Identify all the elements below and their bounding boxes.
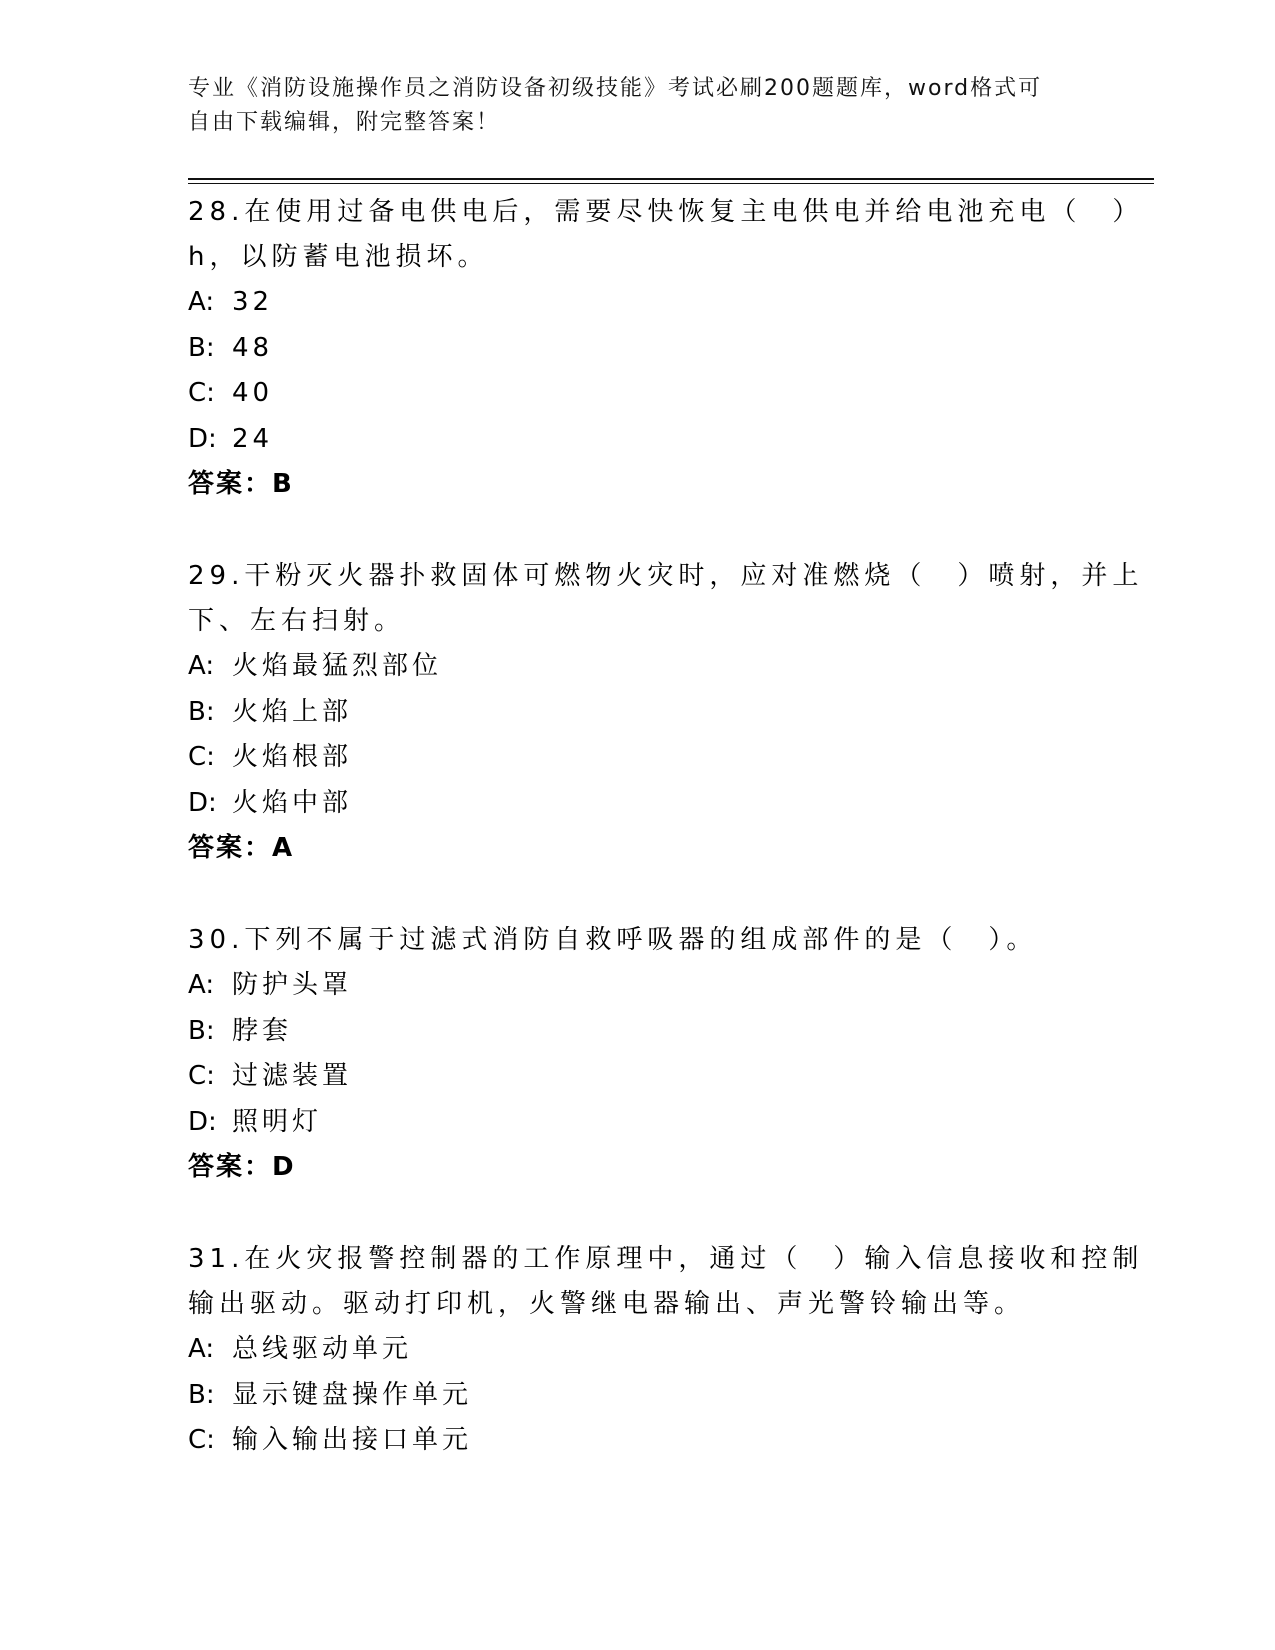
option-text: 过滤装置 [232,1061,353,1091]
header-divider-thick [188,178,1154,180]
answer-option [188,1009,1088,1055]
option-text: 总线驱动单元 [232,1334,413,1364]
option-letter: B: [188,1015,215,1046]
question-block [188,554,1144,870]
question-text: 输出驱动。驱动打印机，火警继电器输出、声光警铃输出等。 [188,1289,1026,1319]
answer-option [188,735,1088,781]
question-block [188,1237,1144,1464]
answer-option [188,963,1088,1009]
header-divider-thin [188,183,1154,184]
option-letter: B: [188,696,215,727]
option-letter: C: [188,378,215,408]
question-text: 28.在使用过备电供电后，需要尽快恢复主电供电并给电池充电（ ） [188,197,1144,227]
document-header [188,72,1088,140]
question-list [188,190,1144,1464]
option-letter: D: [188,1106,217,1137]
option-text: 防护头罩 [232,970,353,1000]
option-letter: C: [188,742,215,772]
answer-option [188,644,1088,690]
option-letter: A: [188,970,215,1000]
answer-option [188,417,1088,463]
question-text: 下、左右扫射。 [188,606,406,636]
option-text: 输入输出接口单元 [232,1425,473,1455]
answer-option [188,1418,1088,1464]
option-text: 显示键盘操作单元 [232,1379,473,1410]
option-text: 照明灯 [232,1106,323,1137]
option-text: 48 [232,332,274,363]
answer-option [188,371,1088,417]
option-text: 火焰根部 [232,742,353,772]
option-letter: B: [188,332,215,363]
option-text: 火焰最猛烈部位 [232,651,443,681]
option-letter: A: [188,1334,215,1364]
option-text: 火焰上部 [232,696,353,727]
answer-option [188,1054,1088,1100]
option-text: 40 [232,378,274,408]
answer-option [188,1373,1088,1419]
option-text: 火焰中部 [232,787,353,818]
question-text: 30.下列不属于过滤式消防自救呼吸器的组成部件的是（ ）。 [188,925,1038,955]
answer-option [188,1100,1088,1146]
question-block [188,918,1088,1189]
answer-option [188,280,1088,326]
option-letter: B: [188,1379,215,1410]
answer-option [188,690,1088,736]
question-text: h，以防蓄电池损坏。 [188,242,489,272]
answer-option [188,781,1088,827]
correct-answer: 答案：D [188,1152,296,1182]
option-text: 脖套 [232,1015,293,1046]
option-letter: C: [188,1061,215,1091]
question-text: 29.干粉灭火器扑救固体可燃物火灾时，应对准燃烧（ ）喷射，并上 [188,561,1144,591]
option-letter: D: [188,787,217,818]
header-line-1: 专业《消防设施操作员之消防设备初级技能》考试必刷200题题库，word格式可 [188,76,1043,101]
option-text: 32 [232,287,274,317]
option-letter: D: [188,423,217,454]
option-letter: C: [188,1425,215,1455]
option-text: 24 [232,423,274,454]
correct-answer: 答案：A [188,833,295,863]
answer-option [188,326,1088,372]
option-letter: A: [188,287,215,317]
question-text: 31.在火灾报警控制器的工作原理中，通过（ ）输入信息接收和控制 [188,1244,1144,1274]
option-letter: A: [188,651,215,681]
correct-answer: 答案：B [188,469,294,499]
answer-option [188,1327,1088,1373]
header-line-2: 自由下载编辑，附完整答案！ [188,110,501,135]
question-block [188,190,1144,506]
